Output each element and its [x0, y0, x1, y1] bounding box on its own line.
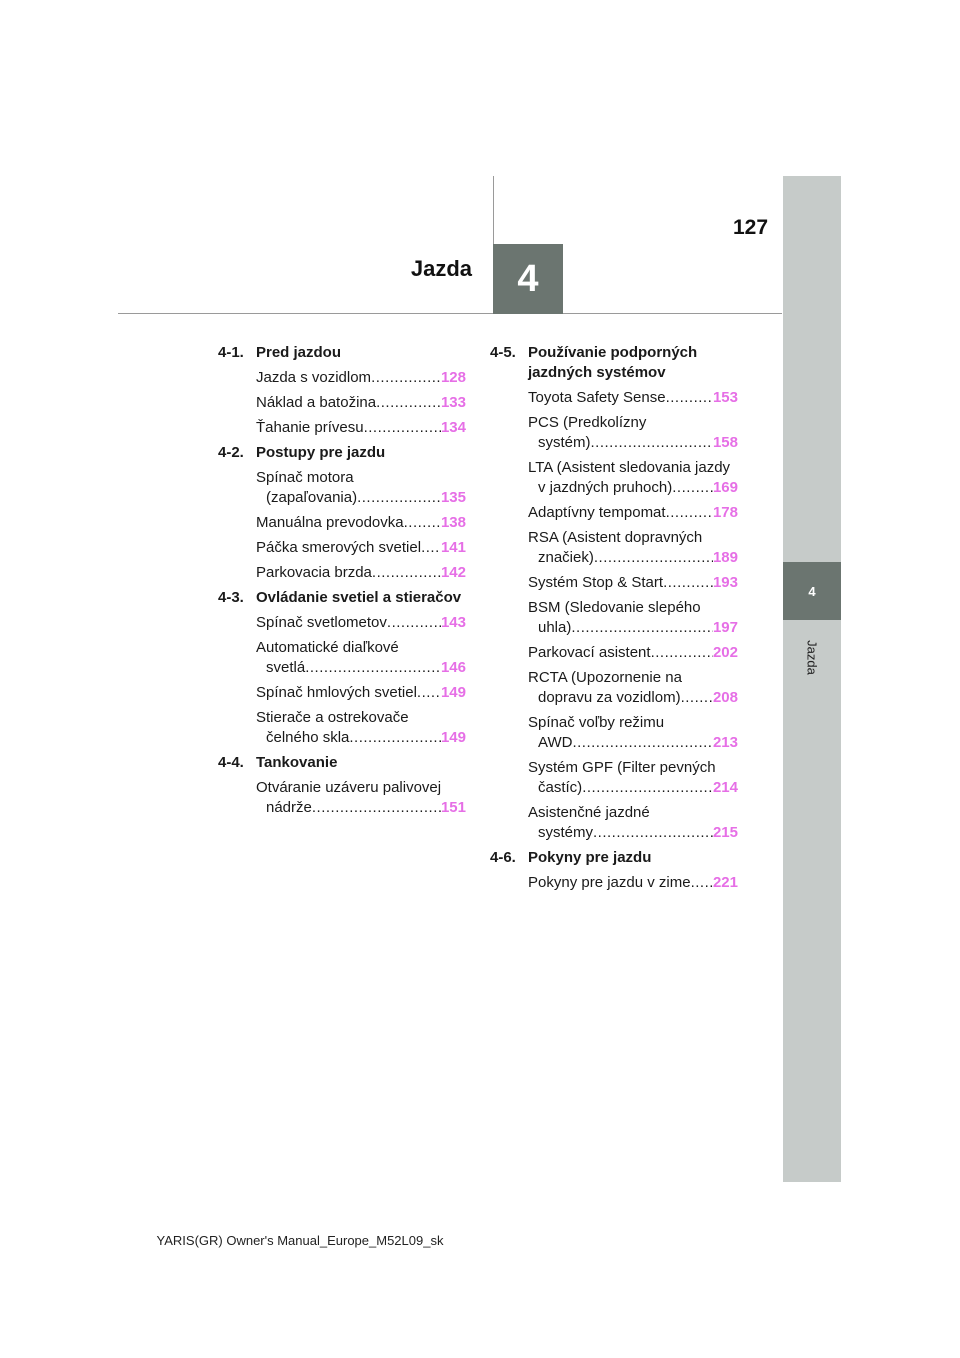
toc-entry-lastline — [256, 393, 466, 413]
toc-entry-text: Parkovacia brzda — [256, 564, 372, 581]
toc-leader-dots — [572, 733, 713, 753]
toc-entry-lastline — [528, 503, 738, 523]
toc-page-link[interactable]: 197 — [712, 619, 738, 636]
toc-entry-text: Systém Stop & Start — [528, 574, 664, 591]
toc-section — [218, 443, 466, 588]
toc-entry-line: Asistenčné jazdné — [528, 804, 650, 821]
toc-section-heading — [490, 848, 738, 873]
toc-entry-lastline — [528, 573, 738, 593]
toc-section-number: 4-3. — [218, 589, 244, 606]
toc-entry-line: RSA (Asistent dopravných — [528, 529, 703, 546]
toc-entry-lastline — [256, 418, 466, 438]
toc-section-heading — [218, 588, 466, 613]
toc-page-link[interactable]: 169 — [712, 479, 738, 496]
toc-entry[interactable] — [528, 873, 738, 898]
toc-entry-lastline — [528, 618, 738, 638]
toc-leader-dots — [691, 873, 713, 893]
toc-leader-dots — [593, 823, 713, 843]
toc-entry[interactable] — [256, 563, 466, 588]
toc-entry-text: systémy — [538, 824, 594, 841]
toc-section-heading — [218, 443, 466, 468]
side-tab-number[interactable]: 4 — [783, 562, 841, 620]
toc-page-link[interactable]: 151 — [440, 799, 466, 816]
toc-page-link[interactable]: 141 — [440, 539, 466, 556]
toc-entry[interactable] — [528, 713, 738, 758]
toc-entry-line: LTA (Asistent sledovania jazdy — [528, 459, 731, 476]
toc-entry-lastline — [256, 513, 466, 533]
toc-entry-lastline — [528, 548, 738, 568]
toc-entry-text: značiek) — [538, 549, 594, 566]
toc-entry[interactable] — [528, 503, 738, 528]
toc-page-link[interactable]: 149 — [440, 684, 466, 701]
toc-entry[interactable] — [256, 538, 466, 563]
toc-leader-dots — [312, 798, 441, 818]
toc-entry[interactable] — [256, 613, 466, 638]
toc-entry-text: v jazdných pruhoch) — [538, 479, 673, 496]
toc-entry-line: RCTA (Upozornenie na — [528, 669, 682, 686]
toc-entry-text: Adaptívny tempomat — [528, 504, 666, 521]
toc-leader-dots — [594, 548, 713, 568]
page-number: 127 — [733, 216, 769, 239]
toc-entry-line: Automatické diaľkové — [256, 639, 399, 656]
toc-entry-lastline — [256, 538, 466, 558]
toc-entry-lastline — [528, 478, 738, 498]
toc-section-number: 4-2. — [218, 444, 244, 461]
toc-section — [218, 343, 466, 443]
toc-right-column — [490, 343, 738, 898]
toc-page-link[interactable]: 133 — [440, 394, 466, 411]
toc-page-link[interactable]: 202 — [712, 644, 738, 661]
toc-entry[interactable] — [528, 458, 738, 503]
toc-section — [490, 343, 738, 848]
toc-entry[interactable] — [256, 468, 466, 513]
toc-entry[interactable] — [256, 393, 466, 418]
toc-entry[interactable] — [256, 778, 466, 823]
chapter-title: Jazda — [410, 256, 472, 281]
toc-leader-dots — [681, 688, 713, 708]
toc-entry[interactable] — [256, 683, 466, 708]
toc-entry-text: Pokyny pre jazdu v zime — [528, 874, 691, 891]
toc-section-number: 4-5. — [490, 344, 516, 361]
toc-entry[interactable] — [528, 388, 738, 413]
toc-leader-dots — [387, 613, 441, 633]
toc-entry-text: Manuálna prevodovka — [256, 514, 404, 531]
toc-entry-text: Parkovací asistent — [528, 644, 651, 661]
toc-page-link[interactable]: 143 — [440, 614, 466, 631]
toc-section-number: 4-4. — [218, 754, 244, 771]
side-tab — [783, 176, 841, 1182]
toc-entry-text: svetlá — [266, 659, 306, 676]
toc-left-column — [218, 343, 466, 823]
toc-entry-text: nádrže — [266, 799, 312, 816]
toc-leader-dots — [305, 658, 441, 678]
toc-entry[interactable] — [528, 758, 738, 803]
toc-entry-text: Spínač svetlometov — [256, 614, 387, 631]
toc-section-title: Pokyny pre jazdu — [528, 849, 652, 866]
toc-page-link[interactable]: 215 — [712, 824, 738, 841]
toc-entry-lastline — [256, 368, 466, 388]
toc-entry-lastline — [528, 433, 738, 453]
toc-page-link[interactable]: 208 — [712, 689, 738, 706]
toc-page-link[interactable]: 153 — [712, 389, 738, 406]
toc-section — [218, 588, 466, 753]
footer-text: YARIS(GR) Owner's Manual_Europe_M52L09_sk — [156, 1233, 444, 1248]
toc-leader-dots — [349, 728, 441, 748]
toc-leader-dots — [364, 418, 441, 438]
toc-entry-text: Páčka smerových svetiel — [256, 539, 422, 556]
toc-section-number: 4-6. — [490, 849, 516, 866]
toc-leader-dots — [404, 513, 441, 533]
toc-section-heading — [490, 343, 738, 388]
toc-entry-lastline — [528, 823, 738, 843]
toc-entry[interactable] — [528, 413, 738, 458]
toc-entry-lastline — [256, 613, 466, 633]
toc-entry-text: (zapaľovania) — [266, 489, 358, 506]
toc-leader-dots — [376, 393, 441, 413]
toc-entry-text: AWD — [538, 734, 573, 751]
toc-entry-line: Otváranie uzáveru palivovej — [256, 779, 442, 796]
toc-leader-dots — [582, 778, 713, 798]
toc-entry-line: Spínač motora — [256, 469, 354, 486]
toc-entry-lastline — [256, 798, 466, 818]
toc-entry[interactable] — [256, 638, 466, 683]
toc-page-link[interactable]: 221 — [712, 874, 738, 891]
toc-entry[interactable] — [256, 513, 466, 538]
toc-entry-text: uhla) — [538, 619, 572, 636]
toc-entry-lastline — [528, 873, 738, 893]
toc-entry-text: čelného skla — [266, 729, 350, 746]
toc-page-link[interactable]: 134 — [440, 419, 466, 436]
toc-entry-lastline — [256, 683, 466, 703]
toc-leader-dots — [571, 618, 713, 638]
toc-entry[interactable] — [256, 708, 466, 753]
toc-entry-lastline — [256, 563, 466, 583]
chapter-number-box: 4 — [493, 244, 563, 314]
toc-entry-line: BSM (Sledovanie slepého — [528, 599, 701, 616]
toc-section — [218, 753, 466, 823]
toc-entry-text: dopravu za vozidlom) — [538, 689, 681, 706]
toc-page-link[interactable]: 128 — [440, 369, 466, 386]
toc-entry[interactable] — [528, 598, 738, 643]
toc-entry-line: Spínač voľby režimu — [528, 714, 665, 731]
toc-entry-lastline — [256, 658, 466, 678]
toc-section-title: Tankovanie — [256, 754, 338, 771]
toc-page-link[interactable]: 149 — [440, 729, 466, 746]
toc-entry-text: systém) — [538, 434, 591, 451]
toc-leader-dots — [421, 538, 441, 558]
toc-page-link[interactable]: 138 — [440, 514, 466, 531]
toc-entry-lastline — [256, 728, 466, 748]
toc-leader-dots — [672, 478, 713, 498]
toc-entry-text: Toyota Safety Sense — [528, 389, 666, 406]
toc-page-link[interactable]: 193 — [712, 574, 738, 591]
toc-leader-dots — [357, 488, 441, 508]
toc-page-link[interactable]: 142 — [440, 564, 466, 581]
toc-entry[interactable] — [528, 643, 738, 668]
toc-leader-dots — [666, 388, 713, 408]
toc-entry[interactable] — [528, 803, 738, 848]
toc-leader-dots — [417, 683, 441, 703]
toc-leader-dots — [371, 368, 441, 388]
toc-entry[interactable] — [256, 418, 466, 443]
toc-page-link[interactable]: 158 — [712, 434, 738, 451]
toc-entry[interactable] — [256, 368, 466, 393]
toc-leader-dots — [666, 503, 713, 523]
toc-entry-lastline — [528, 688, 738, 708]
toc-page-link[interactable]: 189 — [712, 549, 738, 566]
toc-entry-text: častíc) — [538, 779, 583, 796]
toc-page-link[interactable]: 178 — [712, 504, 738, 521]
toc-entry-line: Stierače a ostrekovače — [256, 709, 409, 726]
toc-page-link[interactable]: 213 — [712, 734, 738, 751]
toc-entry-lastline — [528, 388, 738, 408]
toc-page-link[interactable]: 135 — [440, 489, 466, 506]
toc-section-title: Používanie podporných jazdných systémov — [528, 344, 698, 381]
toc-leader-dots — [651, 643, 713, 663]
toc-entry-text: Náklad a batožina — [256, 394, 377, 411]
toc-entry-text: Spínač hmlových svetiel — [256, 684, 417, 701]
toc-entry[interactable] — [528, 573, 738, 598]
toc-entry-lastline — [256, 488, 466, 508]
toc-entry-lastline — [528, 778, 738, 798]
toc-entry-lastline — [528, 643, 738, 663]
toc-section-heading — [218, 343, 466, 368]
toc-section-title: Postupy pre jazdu — [256, 444, 386, 461]
toc-section-title: Ovládanie svetiel a stieračov — [256, 589, 462, 606]
toc-page-link[interactable]: 214 — [712, 779, 738, 796]
toc-section-heading — [218, 753, 466, 778]
toc-section-title: Pred jazdou — [256, 344, 342, 361]
toc-page-link[interactable]: 146 — [440, 659, 466, 676]
header-horizontal-rule — [118, 313, 782, 314]
toc-entry-line: PCS (Predkolízny — [528, 414, 647, 431]
toc-leader-dots — [591, 433, 713, 453]
toc-entry-lastline — [528, 733, 738, 753]
toc-entry-text: Jazda s vozidlom — [256, 369, 372, 386]
toc-entry[interactable] — [528, 528, 738, 573]
toc-entry-line: Systém GPF (Filter pevných — [528, 759, 716, 776]
toc-leader-dots — [663, 573, 713, 593]
toc-section — [490, 848, 738, 898]
toc-entry-text: Ťahanie prívesu — [256, 419, 364, 436]
toc-section-number: 4-1. — [218, 344, 244, 361]
side-tab-label: Jazda — [804, 640, 820, 675]
toc-entry[interactable] — [528, 668, 738, 713]
toc-leader-dots — [372, 563, 441, 583]
